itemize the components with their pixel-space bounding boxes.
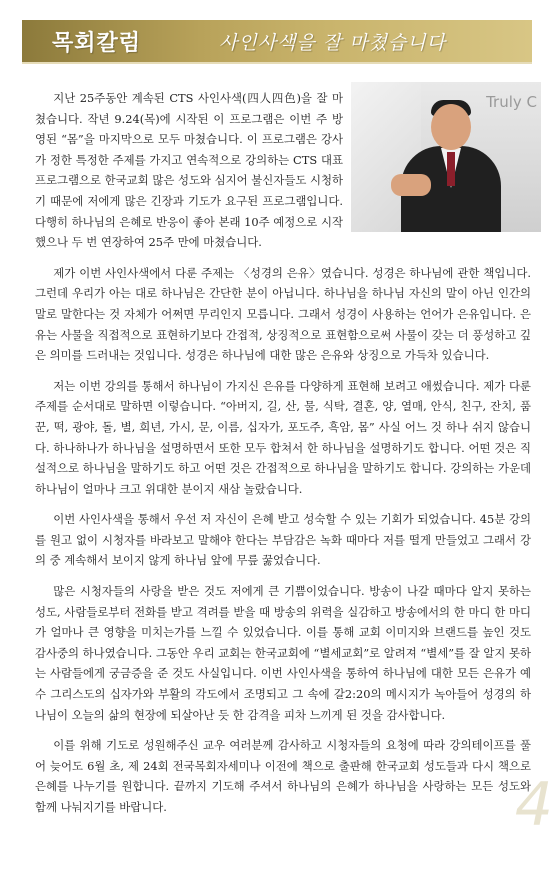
paragraph-3: 저는 이번 강의를 통해서 하나님이 가지신 은유를 다양하게 표현해 보려고 애썼습니다. 제가 다룬 주제를 순서대로 말하면 이렇습니다. “아버지, 길, 산, 물, 식탁, 결혼, 양, 열매, 안식, 친구, 잔치, 품꾼, 떡, 광야, 돌, 별, 희년, 가시, 문, 이름, 십자가, 포도주, 흑암, 몸” 사실 어느 것 하나 쉬지 않습니다. 하나하나가 하나님을 설명하면서 또한 모두 합쳐서 한 하나님을 설명하기도 합니다. 어떤 것은 직설적으로 하나님을 말하기도 하고 어떤 것은 간접적으로 하나님을 말하기도 합니다. 강의하는 가운데 하나님이 얼마나 크고 위대한 분이지 새삼 놀랐습니다. <box>35 378 531 496</box>
paragraph-4: 이번 사인사색을 통해서 우선 저 자신이 은혜 받고 성숙할 수 있는 기회가 되었습니다. 45분 강의를 원고 없이 시청자를 바라보고 말해야 한다는 부담감은 녹화 때마다 저를 떨게 만들었고 그래서 강의 중 계속해서 보이지 않게 하나님 앞에 무릎 꿇었습니다. <box>35 512 531 568</box>
screen-text: Truly C <box>486 93 537 111</box>
page-number: 4 <box>514 770 553 840</box>
paragraph-6: 이를 위해 기도로 성원해주신 교우 여러분께 감사하고 시청자들의 요청에 따라 강의테이프를 풀어 늦어도 6월 초, 제 24회 전국목회자세미나 이전에 책으로 출판해 한국교회 성도들과 다시 책으로 은혜를 나누기를 원합니다. 끝까지 기도해 주셔서 하나님의 은혜가 하나님을 사랑하는 모든 성도와 함께 나눠지기를 바랍니다. <box>35 738 531 814</box>
photo-tie <box>447 152 455 186</box>
pastor-photo <box>351 82 541 232</box>
paragraph-1: 지난 25주동안 계속된 CTS 사인사색(四人四色)을 잘 마쳤습니다. 작년 9.24(목)에 시작된 이 프로그램은 이번 주 방영된 “몸”을 마지막으로 모두 마쳤습니다. 이 프로그램은 강사가 정한 특정한 주제를 가지고 연속적으로 강의하는 CTS 대표 프로그램으로 한국교회 많은 성도와 심지어 불신자들도 시청하기 때문에 저에게 많은 긴장과 기도가 요구된 프로그램입니다. 다행히 하나님의 은혜로 반응이 좋아 본래 10주 예정으로 시작했으나 두 번 연장하여 25주 만에 마쳤습니다. <box>35 91 343 250</box>
photo-hand <box>391 174 431 196</box>
article-title: 사인사색을 잘 마쳤습니다 <box>219 31 446 54</box>
paragraph-5: 많은 시청자들의 사랑을 받은 것도 저에게 큰 기쁨이었습니다. 방송이 나갈 때마다 알지 못하는 성도, 사람들로부터 전화를 받고 격려를 받을 때 방송의 위력을 실감하고 방송에서의 한 마디 한 마디가 얼마나 큰 영향을 미치는가를 느낄 수 있었습니다. 이를 통해 교회 이미지와 브랜드를 높인 것도 감사중의 하나였습니다. 그동안 우리 교회는 한국교회에 “별세교회”로 알려져 “별세”를 잘 알지 못하는 사람들에게 궁금증을 준 것도 사실입니다. 이번 사인사색을 통하여 하나님에 대한 모든 은유가 예수 그리스도의 십자가와 부활의 각도에서 조명되고 그 속에 갈2:20의 메시지가 녹아들어 성경의 하나님이 오늘의 삶의 현장에 되살아난 듯 한 감격을 피차 느끼게 된 것을 감사합니다. <box>35 584 531 722</box>
column-title: 목회칼럼 <box>52 30 142 56</box>
paragraph-2: 제가 이번 사인사색에서 다룬 주제는 〈성경의 은유〉였습니다. 성경은 하나님에 관한 책입니다. 그런데 우리가 아는 대로 하나님은 간단한 분이 아닙니다. 하나님을 하나님 자신의 말이 아닌 인간의 말로 말한다는 것 자체가 어쩌면 무리인지 모릅니다. 그래서 성경이 사용하는 언어가 은유입니다. 은유는 사물을 직접적으로 표현하기보다 간접적, 상징적으로 표현함으로써 사물이 갖는 더 풍성하고 깊은 의미를 드러내는 것입니다. 성경은 하나님에 대한 많은 은유와 상징으로 가득차 있습니다. <box>35 265 531 363</box>
column-header <box>22 20 532 64</box>
photo-head <box>431 104 471 150</box>
article-body <box>35 88 537 828</box>
